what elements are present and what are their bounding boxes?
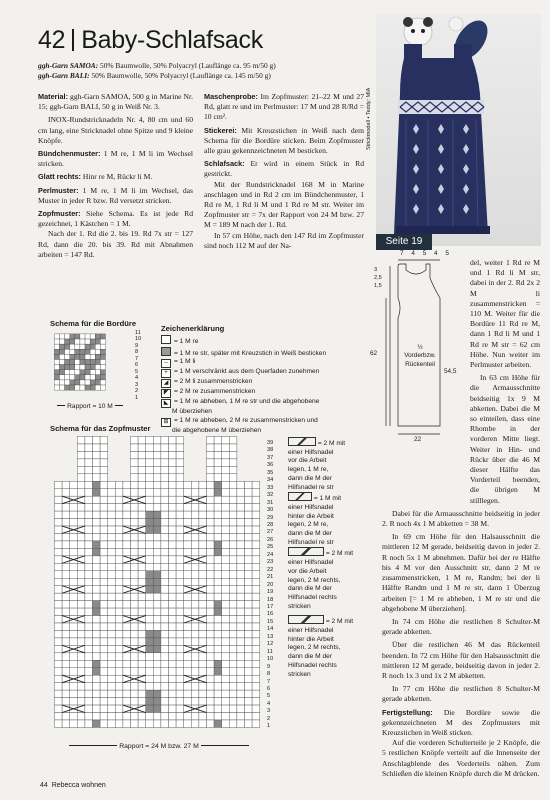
cable-row-number: 33 bbox=[267, 484, 274, 491]
cable-row-number: 4 bbox=[267, 700, 271, 707]
left-dimension-labels: 3 2,5 1,5 bbox=[374, 267, 382, 289]
paragraph: Zopfmuster: Siehe Schema. Es ist jede Rd gezeichnet, 1 Kästchen = 1 M. bbox=[38, 209, 193, 229]
paragraph: Auf die vorderen Schulterteile je 2 Knöpfe, die 5 restlichen Knöpfe verteilt auf die Innenseite der Anschlagblende des Vorderteils nähen. Zum Schließen die kleinen Knöpfe durch die M drücken. bbox=[382, 738, 540, 778]
page-title: 42 Baby-Schlafsack bbox=[38, 26, 263, 54]
border-chart bbox=[54, 330, 126, 414]
cable-legend-item: = 2 M mit einer Hilfsnadel vor die Arbeit legen, 2 M rechts, dann die M der Hilfsnadel rechts stricken bbox=[288, 547, 353, 611]
cable-row-number: 38 bbox=[267, 447, 274, 454]
paragraph: Maschenprobe: Im Zopfmuster: 21–22 M und 27 Rd, glatt re und im Perlmuster: 17 M und 28 R/Rd = 10 cm². bbox=[204, 92, 364, 122]
photo-credit: Strickmodell • Teddy: MIA bbox=[366, 87, 372, 150]
paragraph: In 74 cm Höhe die restlichen 8 Schulter-M gerade abketten. bbox=[382, 616, 540, 637]
legend-item: ⊞ = 1 M re abheben, 2 M re zusammenstricken und bbox=[161, 417, 366, 427]
cable-row-number: 21 bbox=[267, 574, 274, 581]
border-chart-title: Schema für die Bordüre bbox=[50, 319, 137, 328]
cable-row-number: 10 bbox=[267, 656, 274, 663]
cable-row-number: 8 bbox=[267, 671, 271, 678]
paragraph: INOX-Rundstricknadeln Nr. 4, 80 cm und 60 cm lang, eine Stricknadel ohne Spitze und 9 kleine Knöpfe. bbox=[38, 115, 193, 145]
cable-row-numbers bbox=[267, 440, 273, 731]
cable-row-number: 12 bbox=[267, 641, 274, 648]
page-reference-badge: Seite 19 bbox=[376, 234, 432, 250]
height-label-62: 62 bbox=[370, 350, 378, 357]
paragraph: Bündchenmuster: 1 M re, 1 M li im Wechsel stricken. bbox=[38, 149, 193, 169]
page-footer: 44 Rebecca wohnen bbox=[40, 782, 106, 789]
left-text-column bbox=[38, 92, 193, 263]
cable-row-number: 15 bbox=[267, 618, 274, 625]
cable-row-number: 26 bbox=[267, 536, 274, 543]
symbol-legend bbox=[161, 335, 366, 435]
cable-row-number: 36 bbox=[267, 462, 274, 469]
cable-row-number: 14 bbox=[267, 626, 274, 633]
cable-row-number: 22 bbox=[267, 566, 274, 573]
cable-row-number: 3 bbox=[267, 708, 271, 715]
border-chart-grid bbox=[54, 330, 126, 409]
cable-legend-item: = 2 M mit einer Hilfsnadel vor die Arbeit legen, 1 M re, dann die M der Hilfsnadel re str bbox=[288, 437, 353, 492]
cable-chart-grid bbox=[54, 436, 260, 728]
paragraph: Fertigstellung: Die Bordüre sowie die gekennzeichneten M des Zopfmusters mit Kreuzstichen in Weiß sticken. bbox=[382, 707, 540, 737]
cable-row-number: 13 bbox=[267, 633, 274, 640]
border-rapport: Rapport = 10 M bbox=[54, 403, 126, 410]
cable-symbol-icon bbox=[288, 547, 324, 556]
yarn-info: ggh-Garn SAMOA: 50% Baumwolle, 50% Polyacryl (Lauflänge ca. 95 m/50 g) ggh-Garn BALI: 50% Baumwolle, 50% Polyacryl (Lauflänge ca. 145 m/50 g) bbox=[38, 61, 276, 80]
cable-legend-item: = 2 M mit einer Hilfsnadel hinter die Arbeit legen, 2 M rechts, dann die M der Hilfsnadel rechts stricken bbox=[288, 615, 353, 679]
cable-row-number: 6 bbox=[267, 685, 271, 692]
legend-item: ◢ = 2 M li zusammenstricken bbox=[161, 378, 366, 388]
paragraph: Schlafsack: Er wird in einem Stück in Rd gestrickt. bbox=[204, 159, 364, 179]
cable-row-number: 27 bbox=[267, 529, 274, 536]
width-label-22: 22 bbox=[414, 436, 422, 443]
cable-row-number: 18 bbox=[267, 596, 274, 603]
cable-row-number: 35 bbox=[267, 469, 274, 476]
legend-item: = 1 M re str, später mit Kreuzstich in Weiß besticken bbox=[161, 347, 366, 359]
cable-row-number: 5 bbox=[267, 693, 271, 700]
cable-row-number: 28 bbox=[267, 521, 274, 528]
paragraph: Perlmuster: 1 M re, 1 M li im Wechsel, das Muster in jeder R bzw. Rd versetzt stricken. bbox=[38, 185, 193, 205]
cable-legend bbox=[288, 437, 353, 679]
legend-item: ◤ = 2 M re zusammenstricken bbox=[161, 388, 366, 398]
paragraph: Dabei für die Armausschnitte beidseitig in jeder 2. R noch 4x 1 M abketten = 38 M. bbox=[382, 508, 540, 529]
cable-row-number: 24 bbox=[267, 551, 274, 558]
cable-row-number: 19 bbox=[267, 589, 274, 596]
cable-row-number: 9 bbox=[267, 663, 271, 670]
paragraph: In 57 cm Höhe, nach den 147 Rd im Zopfmuster sind noch 112 M auf der Na- bbox=[204, 230, 364, 250]
sleeping-bag-illustration bbox=[376, 14, 541, 246]
paragraph: Stickerei: Mit Kreuzstichen in Weiß nach dem Schema für die Bordüre sticken. Beim Zopfmuster alle grau gekennzeichneten M besticken. bbox=[204, 125, 364, 156]
cable-row-number: 25 bbox=[267, 544, 274, 551]
cable-row-number: 1 bbox=[267, 723, 271, 730]
cable-row-number: 37 bbox=[267, 454, 274, 461]
cable-legend-item: = 1 M mit einer Hilfsnadel hinter die Arbeit legen, 2 M re, dann die M der Hilfsnadel re str bbox=[288, 492, 353, 547]
cable-row-number: 32 bbox=[267, 492, 274, 499]
cable-symbol-icon bbox=[288, 437, 316, 446]
cable-row-number: 2 bbox=[267, 715, 271, 722]
cable-row-number: 34 bbox=[267, 477, 274, 484]
cable-row-number: 16 bbox=[267, 611, 274, 618]
middle-text-column bbox=[204, 92, 364, 254]
cable-row-number: 7 bbox=[267, 678, 271, 685]
product-photo bbox=[376, 14, 541, 246]
cable-chart bbox=[54, 436, 260, 733]
right-text-column: del, weiter 1 Rd re M und 1 Rd li M str, dabei in der 2. Rd 2x 2 M li zusammenstricken = 110 M. Weiter für die Bordüre 11 Rd re M, dann 1 Rd li M und 1 Rd re M str = 62 cm Höhe. Nun weiter im Perlmuster arbeiten. In 63 cm Höhe für die Armausschnitte beidseitig 1x 9 M abketten. Dabei die M so einteilen, dass eine Rhombe in der vorderen Mitte liegt. Weiter in Hin- und Rückr über die 46 M dieser Hälfte das Vorderteil beenden, die übrigen M stilllegen. Dabei für die Armausschnitte beidseitig in jeder 2. R noch 4x 1 M abketten = 38 M. In 69 cm Höhe für den Halsausschnitt die mittleren 12 M gerade, beidseitig davon in jeder 2. R noch 5x 1 M abnehmen. Dafür bei der re Hälfte bis 4 M vor den Ausschnitt str, dann 2 M re zusammenstricken, 1 M re, Randm; bei der li Hälfte Randm und 1 M re str, dann 1 Überzug arbeiten [= 1 M re abheben, 1 M re str und die abgehobene M überziehen]. In 74 cm Höhe die restlichen 8 Schulter-M gerade abketten. Über die restlichen 46 M das Rückenteil beenden. In 72 cm Höhe für den Halsausschnitt die mittleren 12 M gerade, beidseitig davon in jeder 2. R noch 1x 3 und 1x 2 M abketten. In 77 cm Höhe die restlichen 8 Schulter-M gerade abketten. Fertigstellung: Die Bordüre sowie die gekennzeichneten M des Zopfmusters mit Kreuzstichen in Weiß sticken. Auf die vorderen Schulterteile je 2 Knöpfe, die 5 restlichen Knöpfe verteilt auf die Innenseite der Anschlagblende des Vorderteils nähen. Zum Schließen die kleinen Knöpfe durch die M drücken. bbox=[382, 258, 540, 778]
cable-row-number: 30 bbox=[267, 507, 274, 514]
top-dimension-labels: 7 4 5 4 5 bbox=[400, 250, 452, 257]
legend-item: = 1 M re bbox=[161, 335, 366, 347]
cable-row-number: 39 bbox=[267, 440, 274, 446]
paragraph: In 77 cm Höhe die restlichen 8 Schulter-M gerade abketten. bbox=[382, 684, 540, 704]
cable-row-number: 17 bbox=[267, 603, 274, 610]
paragraph: Mit der Rundstricknadel 168 M in Marine anschlagen und in Rd 2 cm im Bündchenmuster, 1 Rd re M, 1 Rd li M und 1 Rd re M str. Weiter im Zopfmuster str = 7x der Rapport von 24 M bzw. 27 M = 189 M nach der 1. Rd. bbox=[204, 179, 364, 230]
paragraph: In 63 cm Höhe für die Armausschnitte beidseitig 1x 9 M abketten. Dabei die M so einteilen, dass eine Rhombe in der vorderen Mitte liegt. Weiter in Hin- und Rückr über die 46 M dieser Hälfte das Vorderteil beenden, die übrigen M stilllegen. bbox=[470, 373, 540, 505]
cable-symbol-icon bbox=[288, 492, 312, 501]
cable-rapport: Rapport = 24 M bzw. 27 M bbox=[54, 743, 264, 750]
legend-item: M überziehen bbox=[172, 408, 212, 416]
schematic-center-label: ½ Vorderbzw. Rückenteil bbox=[404, 344, 436, 368]
cable-row-number: 20 bbox=[267, 581, 274, 588]
legend-item: ◣ = 1 M re abheben, 1 M re str und die abgehobene bbox=[161, 398, 366, 408]
paragraph: Material: ggh-Garn SAMOA, 500 g in Marine Nr. 15; ggh-Garn BALI, 50 g in Weiß Nr. 3. bbox=[38, 92, 193, 112]
legend-item: + = 1 M verschränkt aus dem Querfaden zunehmen bbox=[161, 368, 366, 378]
cable-chart-title: Schema für das Zopfmuster bbox=[50, 424, 151, 433]
legend-title: Zeichenerklärung bbox=[161, 324, 225, 333]
cable-row-number: 31 bbox=[267, 499, 274, 506]
paragraph: Über die restlichen 46 M das Rückenteil beenden. In 72 cm Höhe für den Halsausschnitt die mittleren 12 M gerade, beidseitig davon in jeder 2. R noch 1x 3 und 1x 2 M abketten. bbox=[382, 640, 540, 680]
paragraph: Nach der 1. Rd die 2. bis 19. Rd 7x str = 127 Rd, dann die 20. bis 39. Rd mit Abnahmen arbeiten = 147 Rd. bbox=[38, 229, 193, 259]
legend-item: – = 1 M li bbox=[161, 358, 366, 368]
border-row-numbers: 11 10 9 8 7 6 5 4 3 2 1 bbox=[135, 330, 142, 401]
cable-symbol-icon bbox=[288, 615, 324, 624]
cable-row-number: 23 bbox=[267, 559, 274, 566]
paragraph: In 69 cm Höhe für den Halsausschnitt die mittleren 12 M gerade, beidseitig davon in jeder 2. R noch 5x 1 M abnehmen. Dafür bei der re Hälfte bis 4 M vor den Ausschnitt str, dann 2 M re zusammenstricken, 1 M re, Randm; bei der li Hälfte Randm und 1 M re str, dann 1 Überzug arbeiten [= 1 M re abheben, 1 M re str und die abgehobene M überziehen]. bbox=[382, 532, 540, 613]
paragraph: Glatt rechts: Hinr re M, Rückr li M. bbox=[38, 172, 153, 182]
height-label-545: 54,5 bbox=[444, 368, 457, 375]
cable-row-number: 11 bbox=[267, 648, 273, 655]
cable-row-number: 29 bbox=[267, 514, 274, 521]
legend-item: die abgehobene M überziehen bbox=[172, 426, 262, 434]
